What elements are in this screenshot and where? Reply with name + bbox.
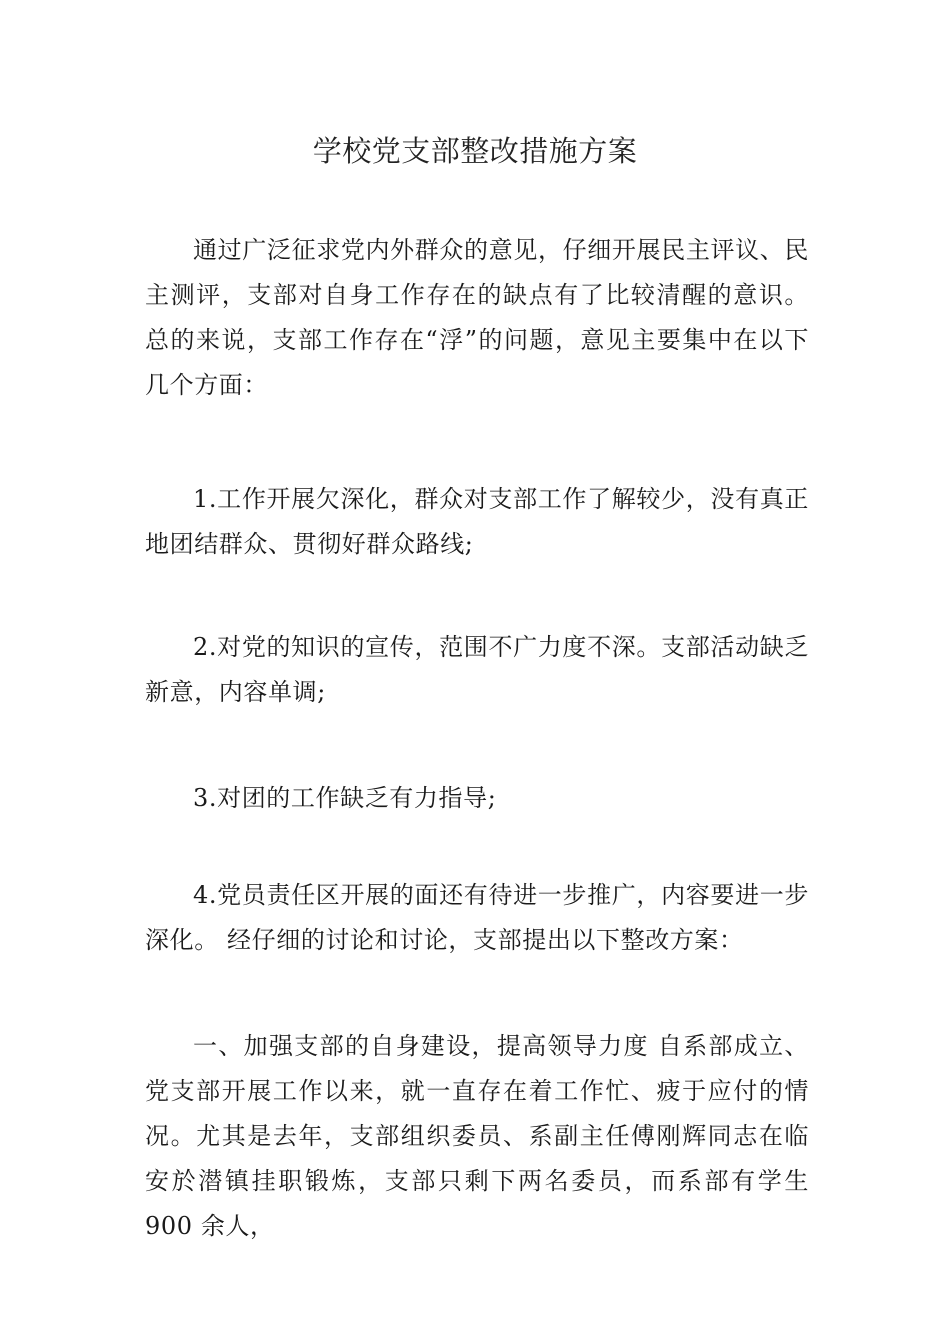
- paragraph-item-3: 3.对团的工作缺乏有力指导;: [193, 784, 497, 812]
- paragraph-section-1: 一、加强支部的自身建设，提高领导力度 自系部成立、党支部开展工作以来，就一直存在着工作忙、疲于应付的情况。尤其是去年，支部组织委员、系副主任傅刚辉同志在临安於潜镇挂职锻炼，支部只剩下两名委员，而系部有学生 900 余人，: [145, 1032, 809, 1240]
- paragraph-item-1: 1.工作开展欠深化，群众对支部工作了解较少，没有真正地团结群众、贯彻好群众路线;: [145, 485, 809, 558]
- paragraph-item-2: 2.对党的知识的宣传，范围不广力度不深。支部活动缺乏新意，内容单调;: [145, 633, 809, 706]
- document-title: 学校党支部整改措施方案: [312, 134, 638, 168]
- paragraph-item-4: 4.党员责任区开展的面还有待进一步推广，内容要进一步深化。 经仔细的讨论和讨论，支部提出以下整改方案：: [145, 881, 809, 954]
- paragraph-intro: 通过广泛征求党内外群众的意见，仔细开展民主评议、民主测评，支部对自身工作存在的缺点有了比较清醒的意识。总的来说，支部工作存在“浮”的问题，意见主要集中在以下几个方面：: [145, 236, 809, 399]
